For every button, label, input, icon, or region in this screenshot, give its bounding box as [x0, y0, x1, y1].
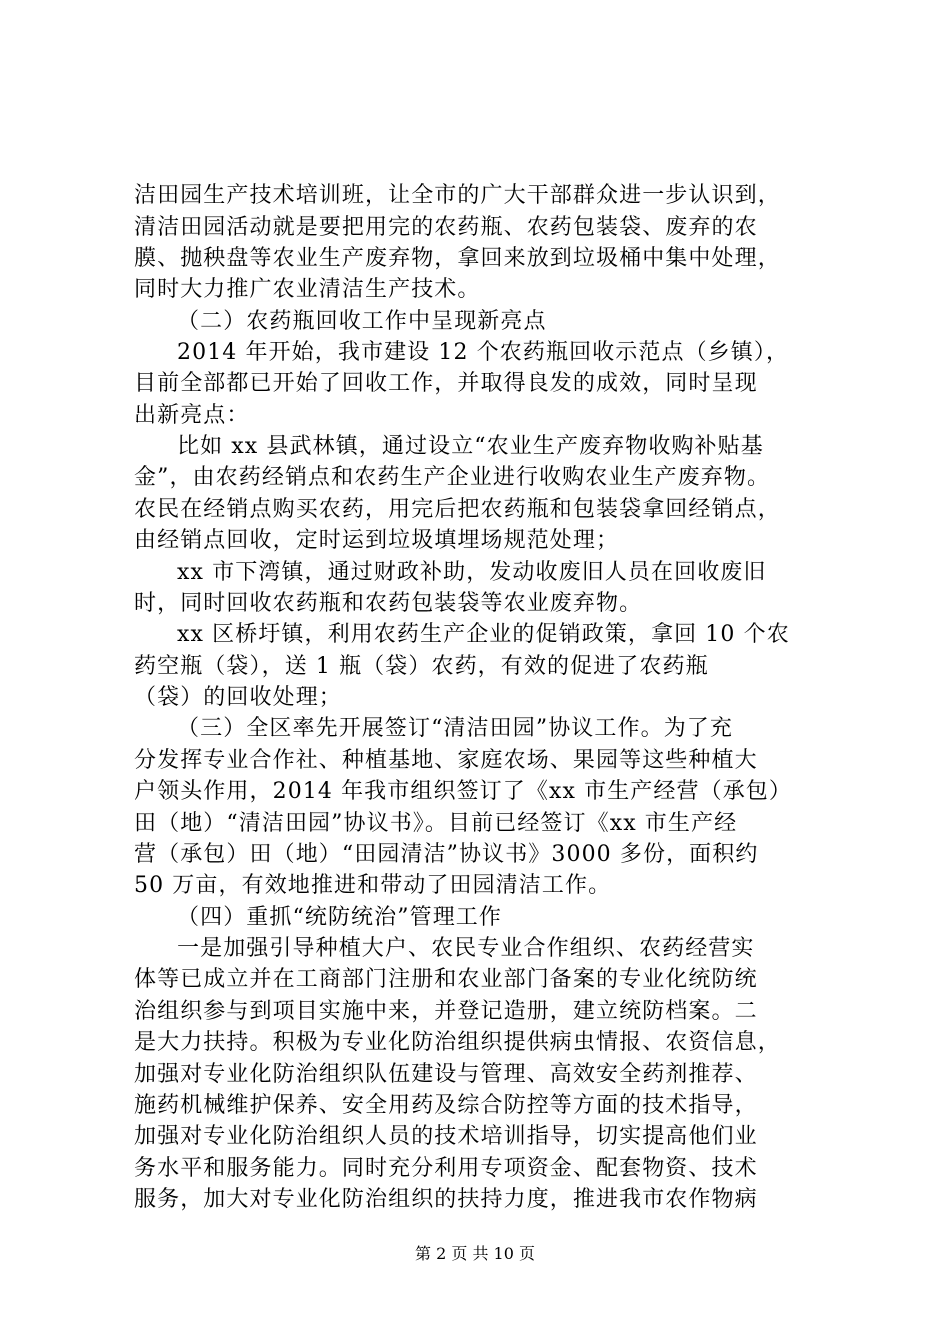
text-line: 同时大力推广农业清洁生产技术。 [134, 277, 481, 302]
text-line: 由经销点回收，定时运到垃圾填埋场规范处理； [134, 528, 620, 553]
text-line: 比如 xx 县武林镇，通过设立“农业生产废弃物收购补贴基 [177, 434, 764, 459]
text-line: 目前全部都已开始了回收工作，并取得良发的成效，同时呈现 [134, 371, 758, 396]
section-heading: （三）全区率先开展签订“清洁田园”协议工作。为了充 [177, 716, 733, 741]
text-line: （袋）的回收处理； [134, 685, 342, 710]
text-line: 50 万亩，有效地推进和带动了田园清洁工作。 [134, 873, 612, 898]
text-line: 服务，加大对专业化防治组织的扶持力度，推进我市农作物病 [134, 1187, 758, 1212]
text-line: 农民在经销点购买农药，用完后把农药瓶和包装袋拿回经销点， [134, 497, 781, 522]
text-line: 营（承包）田（地）“田园清洁”协议书》3000 多份，面积约 [134, 842, 759, 867]
text-line: 药空瓶（袋），送 1 瓶（袋）农药，有效的促进了农药瓶 [134, 654, 709, 679]
text-line: 膜、抛秧盘等农业生产废弃物，拿回来放到垃圾桶中集中处理， [134, 246, 781, 271]
text-line: 治组织参与到项目实施中来，并登记造册，建立统防档案。二 [134, 999, 758, 1024]
text-line: 出新亮点： [134, 403, 250, 428]
text-line: 田（地）“清洁田园”协议书》。目前已经签订《xx 市生产经 [134, 811, 738, 836]
text-line: 户领头作用，2014 年我市组织签订了《xx 市生产经营（承包） [134, 779, 792, 804]
text-line: 加强对专业化防治组织人员的技术培训指导，切实提高他们业 [134, 1124, 758, 1149]
text-line: 清洁田园活动就是要把用完的农药瓶、农药包装袋、废弃的农 [134, 215, 758, 240]
text-line: 洁田园生产技术培训班，让全市的广大干部群众进一步认识到， [134, 183, 781, 208]
text-line: 体等已成立并在工商部门注册和农业部门备案的专业化统防统 [134, 967, 758, 992]
section-heading: （二）农药瓶回收工作中呈现新亮点 [177, 309, 547, 334]
text-line: 加强对专业化防治组织队伍建设与管理、高效安全药剂推荐、 [134, 1062, 758, 1087]
text-line: xx 市下湾镇，通过财政补助，发动收废旧人员在回收废旧 [177, 560, 767, 585]
section-heading: （四）重抓“统防统治”管理工作 [177, 905, 502, 930]
text-line: 金”，由农药经销点和农药生产企业进行收购农业生产废弃物。 [134, 465, 771, 490]
text-line: 时，同时回收农药瓶和农药包装袋等农业废弃物。 [134, 591, 643, 616]
text-line: 2014 年开始，我市建设 12 个农药瓶回收示范点（乡镇）， [177, 340, 790, 365]
text-line: 是大力扶持。积极为专业化防治组织提供病虫情报、农资信息， [134, 1030, 781, 1055]
text-line: 施药机械维护保养、安全用药及综合防控等方面的技术指导， [134, 1093, 758, 1118]
page-footer: 第 2 页 共 10 页 [415, 1244, 535, 1263]
text-line: 一是加强引导种植大户、农民专业合作组织、农药经营实 [177, 936, 755, 961]
text-line: 分发挥专业合作社、种植基地、家庭农场、果园等这些种植大 [134, 748, 758, 773]
text-line: 务水平和服务能力。同时充分利用专项资金、配套物资、技术 [134, 1156, 758, 1181]
text-line: xx 区桥圩镇，利用农药生产企业的促销政策，拿回 10 个农 [177, 622, 790, 647]
